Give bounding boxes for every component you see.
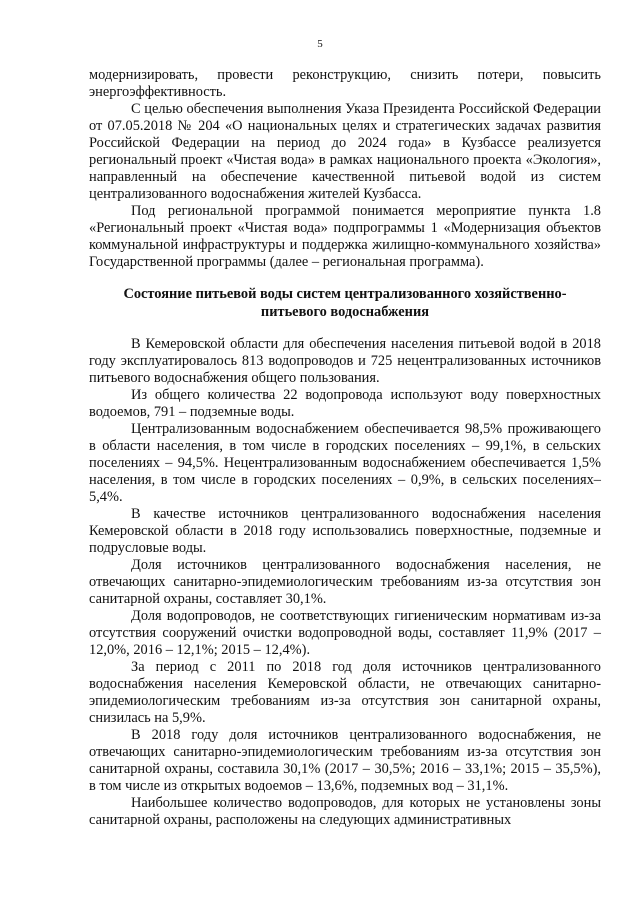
document-body <box>89 67 601 829</box>
section-heading-line: питьевого водоснабжения <box>260 304 430 320</box>
paragraph: Доля водопроводов, не соответствующих гигиеническим нормативам из-за отсутствия сооружений очистки водопроводной воды, составляет 11,9% (2017 – 12,0%, 2016 – 12,1%; 2015 – 12,4%). <box>89 608 601 658</box>
paragraph: С целью обеспечения выполнения Указа Президента Российской Федерации от 07.05.2018 № 204 «О национальных целях и стратегических задачах развития Российской Федерации на период до 2024 года» в Кузбассе реализуется региональный проект «Чистая вода» в рамках национального проекта «Экология», направленный на обеспечение качественной питьевой водой из систем централизованного водоснабжения жителей Кузбасса. <box>89 101 601 202</box>
section-heading-line: Состояние питьевой воды систем централизованного хозяйственно- <box>123 286 567 302</box>
paragraph: Доля источников централизованного водоснабжения населения, не отвечающих санитарно-эпидемиологическим требованиям из-за отсутствия зон санитарной охраны, составляет 30,1%. <box>89 557 601 607</box>
page-number: 5 <box>317 38 323 50</box>
paragraph: Наибольшее количество водопроводов, для которых не установлены зоны санитарной охраны, расположены на следующих административных <box>89 795 601 828</box>
paragraph: Из общего количества 22 водопровода используют воду поверхностных водоемов, 791 – подземные воды. <box>89 387 601 420</box>
section-heading <box>89 285 601 321</box>
paragraph: Под региональной программой понимается мероприятие пункта 1.8 «Региональный проект «Чистая вода» подпрограммы 1 «Модернизация объектов коммунальной инфраструктуры и поддержка жилищно-коммунального хозяйства» Государственной программы (далее – региональная программа). <box>89 203 601 270</box>
paragraph: В 2018 году доля источников централизованного водоснабжения, не отвечающих санитарно-эпидемиологическим требованиям из-за отсутствия зон санитарной охраны, составила 30,1% (2017 – 30,5%; 2016 – 33,1%; 2015 – 35,5%), в том числе из открытых водоемов – 13,6%, подземных вод – 31,1%. <box>89 727 601 794</box>
paragraph: В Кемеровской области для обеспечения населения питьевой водой в 2018 году эксплуатировалось 813 водопроводов и 725 нецентрализованных источников питьевого водоснабжения общего пользования. <box>89 336 601 386</box>
paragraph: За период с 2011 по 2018 год доля источников централизованного водоснабжения населения Кемеровской области, не отвечающих санитарно-эпидемиологическим требованиям из-за отсутствия зон санитарной охраны, снизилась на 5,9%. <box>89 659 601 726</box>
paragraph: Централизованным водоснабжением обеспечивается 98,5% проживающего в области населения, в том числе в городских поселениях – 99,1%, в сельских поселениях – 94,5%. Нецентрализованным водоснабжением обеспечивается 1,5% населения, в том числе в городских поселениях – 0,9%, в сельских поселениях– 5,4%. <box>89 421 601 505</box>
paragraph: модернизировать, провести реконструкцию, снизить потери, повысить энергоэффективность. <box>89 67 601 100</box>
paragraph: В качестве источников централизованного водоснабжения населения Кемеровской области в 2018 году использовались поверхностные, подземные и подрусловые воды. <box>89 506 601 556</box>
